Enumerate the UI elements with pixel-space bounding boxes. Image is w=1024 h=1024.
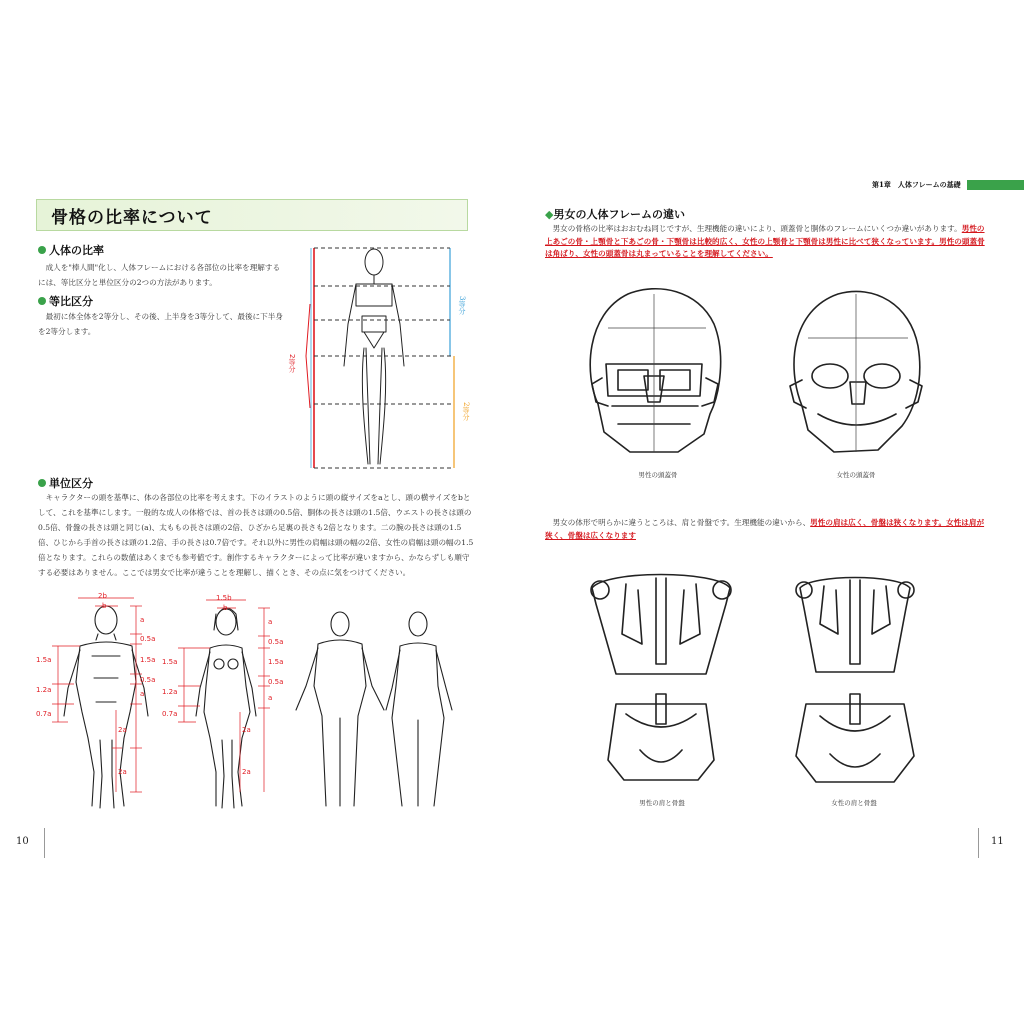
male-label-2a: 2a	[118, 726, 127, 734]
equal-division-text: 最初に体全体を2等分し、その後、上半身を3等分して、最後に下半身を2等分します。	[38, 312, 283, 336]
section-heading-unit-division	[38, 475, 93, 491]
right-heading	[545, 206, 685, 222]
male-label-12a: 1.2a	[36, 686, 52, 694]
female-label-07a: 0.7a	[162, 710, 178, 718]
section-heading-body-ratio	[38, 242, 104, 258]
para1-normal: 男女の骨格の比率はおおむね同じですが、生理機能の違いにより、頭蓋骨と胴体のフレームにいくつか違いがあります。	[552, 224, 962, 233]
heading-text: 人体の比率	[49, 244, 104, 257]
male-label-05a-b: 0.5a	[140, 676, 156, 684]
male-label-a: a	[140, 616, 145, 624]
male-shoulder-pelvis-drawing	[586, 564, 736, 790]
male-width-label: 2b	[98, 592, 107, 600]
caption-female-torso: 女性の肩と骨盤	[831, 799, 877, 807]
male-label-2a-b: 2a	[118, 768, 127, 776]
bullet-dot-icon	[38, 246, 46, 254]
heading-text: 等比区分	[49, 295, 93, 308]
male-label-15a: 1.5a	[140, 656, 156, 664]
chapter-green-bar	[967, 180, 1024, 190]
female-width-label: 1.5b	[216, 594, 232, 602]
male-label-left-15a: 1.5a	[36, 656, 52, 664]
male-label-a-2: a	[140, 690, 145, 698]
female-shoulder-pelvis-drawing	[790, 568, 920, 790]
right-paragraph-2	[545, 516, 990, 542]
page-title-box	[36, 199, 468, 231]
female-proportion-figure	[160, 592, 284, 816]
unit-division-text: キャラクターの頭を基準に、体の各部位の比率を考えます。下のイラストのように頭の縦サイズをaとし、頭の横サイズをbとして、これを基準にします。一般的な成人の体格では、首の長さは頭の0.5倍、胴体の長さは頭の1.5倍、ウエストの長さは頭の0.5倍、骨盤の長さは頭と同じ(a)、太ももの長さは頭の2倍、ひざから足裏の長さも2倍となります。二の腕の長さは頭の1.5倍、ひじから手首の長さは頭の1.2倍、手の長さは0.7倍です。それ以外に男性の肩幅は頭の幅の2倍、女性の肩幅は頭の幅の1.5倍となります。これらの数値はあくまでも参考値です。創作するキャラクターによって比率が違いますから、かならずしも順守する必要はありません。ここでは男女で比率が違うことを理解し、描くとき、その点に気をつけてください。	[38, 493, 474, 577]
left-page-number: 10	[16, 836, 29, 847]
bullet-dot-icon	[38, 297, 46, 305]
female-label-2a: 2a	[242, 726, 251, 734]
female-label-2a-b: 2a	[242, 768, 251, 776]
female-label-05a-b: 0.5a	[268, 678, 284, 686]
female-skull-drawing	[778, 286, 928, 462]
para2-normal: 男女の体形で明らかに違うところは、肩と骨盤です。生理機能の違いから、	[552, 518, 811, 527]
female-label-a-2: a	[268, 694, 273, 702]
page-title: 骨格の比率について	[51, 208, 213, 228]
bullet-dot-icon	[38, 479, 46, 487]
caption-male-torso: 男性の肩と骨盤	[639, 799, 685, 807]
para1-red: 男性の上あごの骨・上顎骨と下あごの骨・下顎骨は比較的広く、女性の上顎骨と下顎骨は男性に比べて狭くなっています。男性の頭蓋骨は角ばり、女性の頭蓋骨は丸まっていることを理解してください。	[545, 224, 985, 258]
male-label-05a: 0.5a	[140, 635, 156, 643]
section-heading-equal-division	[38, 293, 93, 309]
heading-text: 単位区分	[49, 477, 93, 490]
male-head-width-label: b	[102, 602, 107, 610]
caption-male-skull: 男性の頭蓋骨	[638, 471, 678, 479]
proportion-diagram	[284, 244, 480, 472]
chapter-title: 第1章 人体フレームの基礎	[872, 180, 961, 189]
right-paragraph-1	[545, 223, 990, 261]
female-label-a: a	[268, 618, 273, 626]
right-page-number: 11	[991, 836, 1004, 847]
female-label-05a: 0.5a	[268, 638, 284, 646]
label-two-parts: 2等分	[288, 354, 296, 373]
female-label-left-15a: 1.5a	[162, 658, 178, 666]
right-heading-text: 男女の人体フレームの違い	[553, 208, 686, 221]
couple-sketch-figures	[288, 606, 468, 816]
female-label-15a: 1.5a	[268, 658, 284, 666]
chapter-header	[872, 179, 1024, 191]
body-ratio-text: 成人を"棒人間"化し、人体フレームにおける各部位の比率を理解するには、等比区分と単位区分の2つの方法があります。	[38, 263, 281, 287]
male-label-07a: 0.7a	[36, 710, 52, 718]
diamond-icon: ◆	[545, 208, 554, 221]
male-proportion-figure	[34, 592, 164, 816]
male-skull-drawing	[578, 284, 728, 462]
label-two-parts-lower: 2等分	[462, 402, 470, 421]
female-head-width-label: b	[223, 604, 228, 612]
caption-female-skull: 女性の頭蓋骨	[836, 471, 876, 479]
left-page-number-box	[0, 828, 45, 858]
female-label-12a: 1.2a	[162, 688, 178, 696]
para2-red: 男性の肩は広く、骨盤は狭くなります。女性は肩が狭く、骨盤は広くなります	[545, 518, 985, 540]
right-page-number-box	[978, 828, 1024, 858]
label-three-parts: 3等分	[458, 296, 466, 315]
